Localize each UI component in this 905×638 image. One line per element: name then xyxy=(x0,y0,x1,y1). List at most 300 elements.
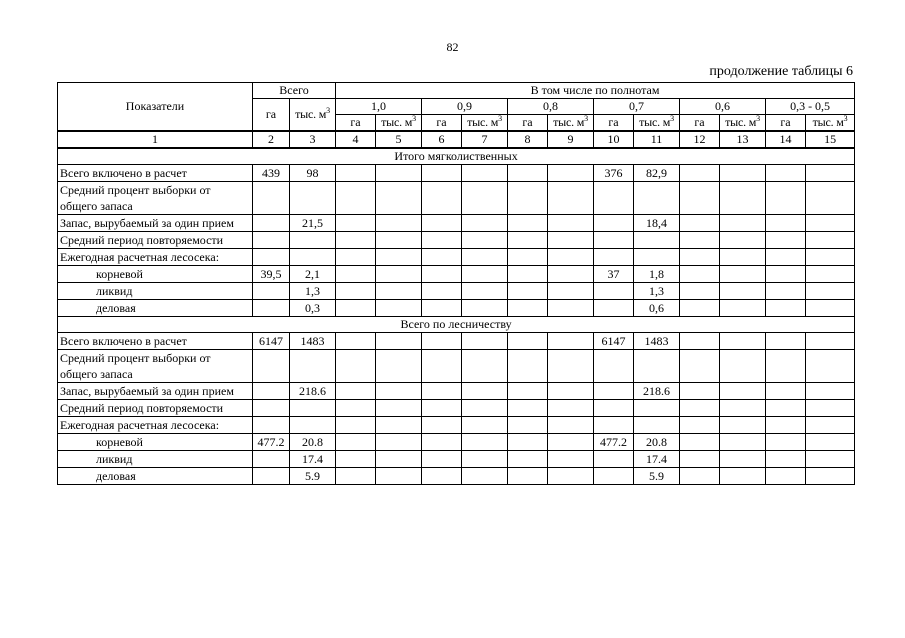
table-cell xyxy=(253,451,290,468)
table-cell xyxy=(720,232,766,249)
table-cell xyxy=(634,400,680,417)
table-cell xyxy=(376,232,422,249)
table-cell xyxy=(680,283,720,300)
header-density-th-m3-3: тыс. $м^3$ xyxy=(634,115,680,132)
table-cell xyxy=(422,383,462,400)
table-cell xyxy=(806,468,855,485)
table-cell xyxy=(422,283,462,300)
table-cell: 5.9 xyxy=(634,468,680,485)
table-cell xyxy=(766,165,806,182)
table-cell xyxy=(806,350,855,383)
table-cell xyxy=(508,417,548,434)
header-density-ha-0: га xyxy=(336,115,376,132)
table-cell xyxy=(336,417,376,434)
superscript-3: 3 xyxy=(756,114,760,123)
table-cell xyxy=(806,451,855,468)
table-cell xyxy=(422,300,462,317)
table-cell xyxy=(422,165,462,182)
row-label: ликвид xyxy=(58,451,253,468)
table-cell xyxy=(376,283,422,300)
table-cell xyxy=(290,400,336,417)
table-cell xyxy=(806,300,855,317)
table-cell xyxy=(336,232,376,249)
table-cell xyxy=(462,400,508,417)
table-cell xyxy=(462,333,508,350)
table-cell: 6147 xyxy=(594,333,634,350)
table-cell xyxy=(253,350,290,383)
table-cell xyxy=(290,417,336,434)
header-density-3: 0,7 xyxy=(594,99,680,115)
table-cell xyxy=(376,468,422,485)
table-cell xyxy=(422,434,462,451)
table-row xyxy=(58,215,855,232)
table-cell xyxy=(376,300,422,317)
table-cell xyxy=(336,383,376,400)
table-cell xyxy=(376,434,422,451)
table-cell: 20.8 xyxy=(290,434,336,451)
table-cell xyxy=(548,417,594,434)
superscript-3: 3 xyxy=(326,106,330,115)
table-cell xyxy=(462,283,508,300)
header-density-th-m3-5: тыс. $м^3$ xyxy=(806,115,855,132)
table-cell: 1,3 xyxy=(634,283,680,300)
table-row xyxy=(58,182,855,215)
table-cell xyxy=(336,451,376,468)
table-row xyxy=(58,434,855,451)
header-density-ha-1: га xyxy=(422,115,462,132)
table-cell xyxy=(548,350,594,383)
column-number-13: 13 xyxy=(720,131,766,148)
table-cell xyxy=(766,283,806,300)
table-cell xyxy=(508,232,548,249)
row-label: Ежегодная расчетная лесосека: xyxy=(58,417,253,434)
table-cell xyxy=(336,165,376,182)
header-density-5: 0,3 - 0,5 xyxy=(766,99,855,115)
header-density-4: 0,6 xyxy=(680,99,766,115)
header-total: Всего xyxy=(253,83,336,99)
table-cell xyxy=(336,182,376,215)
table-cell xyxy=(766,451,806,468)
row-label: корневой xyxy=(58,266,253,283)
table-cell xyxy=(253,249,290,266)
table-cell xyxy=(336,266,376,283)
table-cell xyxy=(336,283,376,300)
table-cell xyxy=(422,468,462,485)
table-cell xyxy=(336,333,376,350)
table-cell xyxy=(462,300,508,317)
header-indicators: Показатели xyxy=(58,83,253,132)
section-title: Итого мягколиственных xyxy=(58,148,855,165)
table-cell xyxy=(720,266,766,283)
table-cell xyxy=(376,249,422,266)
table-cell xyxy=(336,215,376,232)
table-cell xyxy=(806,283,855,300)
table-cell: 21,5 xyxy=(290,215,336,232)
table-cell xyxy=(336,434,376,451)
table-cell xyxy=(806,333,855,350)
table-cell xyxy=(806,383,855,400)
table-cell xyxy=(594,451,634,468)
table-cell: 218.6 xyxy=(290,383,336,400)
header-row-1 xyxy=(58,83,855,99)
row-label: Запас, вырубаемый за один прием xyxy=(58,383,253,400)
table-cell xyxy=(806,417,855,434)
table-cell xyxy=(680,215,720,232)
table-cell xyxy=(508,266,548,283)
table-cell xyxy=(508,333,548,350)
section-title: Всего по лесничеству xyxy=(58,317,855,333)
table-cell xyxy=(508,383,548,400)
table-cell: 1483 xyxy=(634,333,680,350)
table-cell xyxy=(422,182,462,215)
table-cell xyxy=(508,249,548,266)
table-cell xyxy=(508,182,548,215)
table-cell xyxy=(290,232,336,249)
header-total-ha: га xyxy=(253,99,290,132)
header-density-ha-3: га xyxy=(594,115,634,132)
table-cell: 1483 xyxy=(290,333,336,350)
table-cell xyxy=(634,350,680,383)
table-cell xyxy=(720,468,766,485)
table-cell xyxy=(766,383,806,400)
table-cell xyxy=(336,249,376,266)
table-cell xyxy=(462,165,508,182)
row-label: Средний процент выборки от общего запаса xyxy=(58,350,253,383)
header-density-th-m3-2: тыс. $м^3$ xyxy=(548,115,594,132)
header-density-th-m3-4: тыс. $м^3$ xyxy=(720,115,766,132)
table-cell xyxy=(720,283,766,300)
table-cell xyxy=(720,300,766,317)
table-cell xyxy=(548,266,594,283)
table-cell xyxy=(766,417,806,434)
table-cell: 376 xyxy=(594,165,634,182)
row-label: Всего включено в расчет xyxy=(58,165,253,182)
superscript-3: 3 xyxy=(412,114,416,123)
table-cell xyxy=(806,215,855,232)
table-cell xyxy=(253,468,290,485)
table-cell xyxy=(594,283,634,300)
table-cell xyxy=(376,451,422,468)
table-row xyxy=(58,249,855,266)
table-cell xyxy=(462,182,508,215)
table-cell: 82,9 xyxy=(634,165,680,182)
table-cell xyxy=(720,165,766,182)
table-cell xyxy=(680,333,720,350)
table-cell xyxy=(766,350,806,383)
table-cell xyxy=(462,249,508,266)
table-cell xyxy=(462,451,508,468)
table-cell xyxy=(336,350,376,383)
row-label: Запас, вырубаемый за один прием xyxy=(58,215,253,232)
table-cell xyxy=(376,417,422,434)
table-cell xyxy=(422,249,462,266)
table-cell xyxy=(462,232,508,249)
column-number-7: 7 xyxy=(462,131,508,148)
table-cell: 0,6 xyxy=(634,300,680,317)
header-density-th-m3-1: тыс. $м^3$ xyxy=(462,115,508,132)
table-cell xyxy=(594,232,634,249)
table-cell xyxy=(422,417,462,434)
table-cell xyxy=(720,333,766,350)
row-label: корневой xyxy=(58,434,253,451)
table-cell xyxy=(680,468,720,485)
table-cell xyxy=(548,249,594,266)
header-density-th-m3-0: тыс. $м^3$ xyxy=(376,115,422,132)
table-cell xyxy=(462,434,508,451)
table-cell xyxy=(594,182,634,215)
column-number-14: 14 xyxy=(766,131,806,148)
table-row xyxy=(58,451,855,468)
table-row xyxy=(58,283,855,300)
row-label: Средний процент выборки от общего запаса xyxy=(58,182,253,215)
table-cell: 37 xyxy=(594,266,634,283)
table-row xyxy=(58,300,855,317)
table-cell xyxy=(376,215,422,232)
table-cell xyxy=(548,232,594,249)
table-cell xyxy=(508,468,548,485)
table-cell: 98 xyxy=(290,165,336,182)
table-cell xyxy=(594,383,634,400)
column-number-3: 3 xyxy=(290,131,336,148)
table-row xyxy=(58,350,855,383)
table-cell xyxy=(376,165,422,182)
table-cell xyxy=(634,417,680,434)
table-cell xyxy=(548,283,594,300)
table-cell xyxy=(548,182,594,215)
table-row xyxy=(58,333,855,350)
header-density-ha-2: га xyxy=(508,115,548,132)
row-label: Средний период повторяемости xyxy=(58,400,253,417)
table-cell xyxy=(422,232,462,249)
table-cell: 20.8 xyxy=(634,434,680,451)
table-cell xyxy=(594,417,634,434)
table-cell xyxy=(806,249,855,266)
table-continuation-caption: продолжение таблицы 6 xyxy=(709,64,853,79)
table-cell xyxy=(680,350,720,383)
table-cell xyxy=(594,215,634,232)
table-cell xyxy=(766,333,806,350)
table-cell xyxy=(336,400,376,417)
superscript-3: 3 xyxy=(584,114,588,123)
row-label: Средний период повторяемости xyxy=(58,232,253,249)
table-cell xyxy=(634,249,680,266)
table-cell xyxy=(422,215,462,232)
table-cell xyxy=(806,266,855,283)
table-cell xyxy=(422,266,462,283)
table-cell xyxy=(680,249,720,266)
table-cell xyxy=(680,434,720,451)
table-cell xyxy=(720,215,766,232)
table-cell xyxy=(253,283,290,300)
table-cell xyxy=(806,165,855,182)
table-cell xyxy=(594,468,634,485)
table-cell: 17.4 xyxy=(634,451,680,468)
table-cell xyxy=(508,300,548,317)
table-cell: 477.2 xyxy=(253,434,290,451)
table-cell xyxy=(720,182,766,215)
table-cell: 18,4 xyxy=(634,215,680,232)
column-number-9: 9 xyxy=(548,131,594,148)
table-cell xyxy=(253,417,290,434)
table-cell xyxy=(680,266,720,283)
section-title-row xyxy=(58,148,855,165)
header-including: В том числе по полнотам xyxy=(336,83,855,99)
table-cell xyxy=(422,400,462,417)
table-row xyxy=(58,232,855,249)
table-cell xyxy=(680,165,720,182)
table-cell xyxy=(766,266,806,283)
table-cell xyxy=(253,232,290,249)
table-cell xyxy=(806,182,855,215)
table-cell xyxy=(548,300,594,317)
table-cell xyxy=(594,400,634,417)
header-total-th-m3: тыс. $м^3$ xyxy=(290,99,336,132)
column-number-8: 8 xyxy=(508,131,548,148)
table-cell xyxy=(766,232,806,249)
column-number-1: 1 xyxy=(58,131,253,148)
column-number-12: 12 xyxy=(680,131,720,148)
section-title-row xyxy=(58,317,855,333)
table-cell xyxy=(680,232,720,249)
table-cell xyxy=(680,182,720,215)
table-cell xyxy=(766,300,806,317)
table-cell xyxy=(548,451,594,468)
table-cell xyxy=(720,434,766,451)
table-cell xyxy=(336,300,376,317)
table-cell xyxy=(548,383,594,400)
header-density-0: 1,0 xyxy=(336,99,422,115)
table-cell xyxy=(548,400,594,417)
table-cell xyxy=(720,417,766,434)
table-cell xyxy=(376,400,422,417)
table-cell xyxy=(462,350,508,383)
table-cell xyxy=(594,300,634,317)
table-cell xyxy=(253,215,290,232)
table-row xyxy=(58,383,855,400)
table-cell xyxy=(508,283,548,300)
table-row xyxy=(58,165,855,182)
table-cell xyxy=(766,182,806,215)
table-cell xyxy=(462,383,508,400)
table-cell xyxy=(376,350,422,383)
table-cell xyxy=(376,182,422,215)
forest-data-table xyxy=(57,82,855,485)
column-number-10: 10 xyxy=(594,131,634,148)
table-cell xyxy=(290,249,336,266)
header-density-2: 0,8 xyxy=(508,99,594,115)
table-cell xyxy=(766,468,806,485)
table-cell xyxy=(253,383,290,400)
table-cell: 2,1 xyxy=(290,266,336,283)
table-cell xyxy=(766,215,806,232)
header-column-numbers-row xyxy=(58,131,855,148)
table-cell xyxy=(508,215,548,232)
table-cell xyxy=(548,434,594,451)
table-cell xyxy=(508,434,548,451)
table-cell xyxy=(548,165,594,182)
row-label: Ежегодная расчетная лесосека: xyxy=(58,249,253,266)
table-cell: 0,3 xyxy=(290,300,336,317)
table-cell xyxy=(508,165,548,182)
table-row xyxy=(58,400,855,417)
table-cell xyxy=(253,400,290,417)
table-cell: 477.2 xyxy=(594,434,634,451)
row-label: Всего включено в расчет xyxy=(58,333,253,350)
table-cell xyxy=(680,300,720,317)
table-cell xyxy=(508,451,548,468)
column-number-5: 5 xyxy=(376,131,422,148)
table-row xyxy=(58,417,855,434)
table-cell xyxy=(766,249,806,266)
table-row xyxy=(58,266,855,283)
table-cell xyxy=(462,417,508,434)
table-row xyxy=(58,468,855,485)
table-cell xyxy=(720,451,766,468)
table-cell xyxy=(720,249,766,266)
table-cell xyxy=(422,350,462,383)
row-label: деловая xyxy=(58,468,253,485)
table-cell xyxy=(720,400,766,417)
table-cell: 218.6 xyxy=(634,383,680,400)
header-density-ha-5: га xyxy=(766,115,806,132)
table-cell: 1,3 xyxy=(290,283,336,300)
table-cell xyxy=(806,400,855,417)
table-cell xyxy=(594,350,634,383)
table-cell xyxy=(548,215,594,232)
column-number-11: 11 xyxy=(634,131,680,148)
column-number-15: 15 xyxy=(806,131,855,148)
table-cell xyxy=(290,350,336,383)
table-cell xyxy=(680,417,720,434)
table-cell xyxy=(806,434,855,451)
row-label: деловая xyxy=(58,300,253,317)
table-cell xyxy=(508,350,548,383)
table-cell xyxy=(634,232,680,249)
table-cell xyxy=(508,400,548,417)
superscript-3: 3 xyxy=(670,114,674,123)
table-cell: 6147 xyxy=(253,333,290,350)
table-cell xyxy=(462,468,508,485)
table-cell: 439 xyxy=(253,165,290,182)
column-number-6: 6 xyxy=(422,131,462,148)
table-cell xyxy=(422,451,462,468)
table-cell xyxy=(253,182,290,215)
table-cell xyxy=(806,232,855,249)
table-cell xyxy=(634,182,680,215)
superscript-3: 3 xyxy=(843,114,848,123)
table-cell xyxy=(376,383,422,400)
table-cell: 17.4 xyxy=(290,451,336,468)
table-cell xyxy=(376,266,422,283)
table-cell xyxy=(766,400,806,417)
table-cell xyxy=(766,434,806,451)
table-cell xyxy=(253,300,290,317)
table-cell: 1,8 xyxy=(634,266,680,283)
table-cell xyxy=(680,400,720,417)
table-cell xyxy=(680,383,720,400)
row-label: ликвид xyxy=(58,283,253,300)
header-density-ha-4: га xyxy=(680,115,720,132)
table-cell xyxy=(422,333,462,350)
table-cell xyxy=(720,383,766,400)
table-cell xyxy=(594,249,634,266)
table-cell: 39,5 xyxy=(253,266,290,283)
table-cell: 5.9 xyxy=(290,468,336,485)
column-number-2: 2 xyxy=(253,131,290,148)
table-cell xyxy=(548,333,594,350)
table-cell xyxy=(462,215,508,232)
table-cell xyxy=(336,468,376,485)
